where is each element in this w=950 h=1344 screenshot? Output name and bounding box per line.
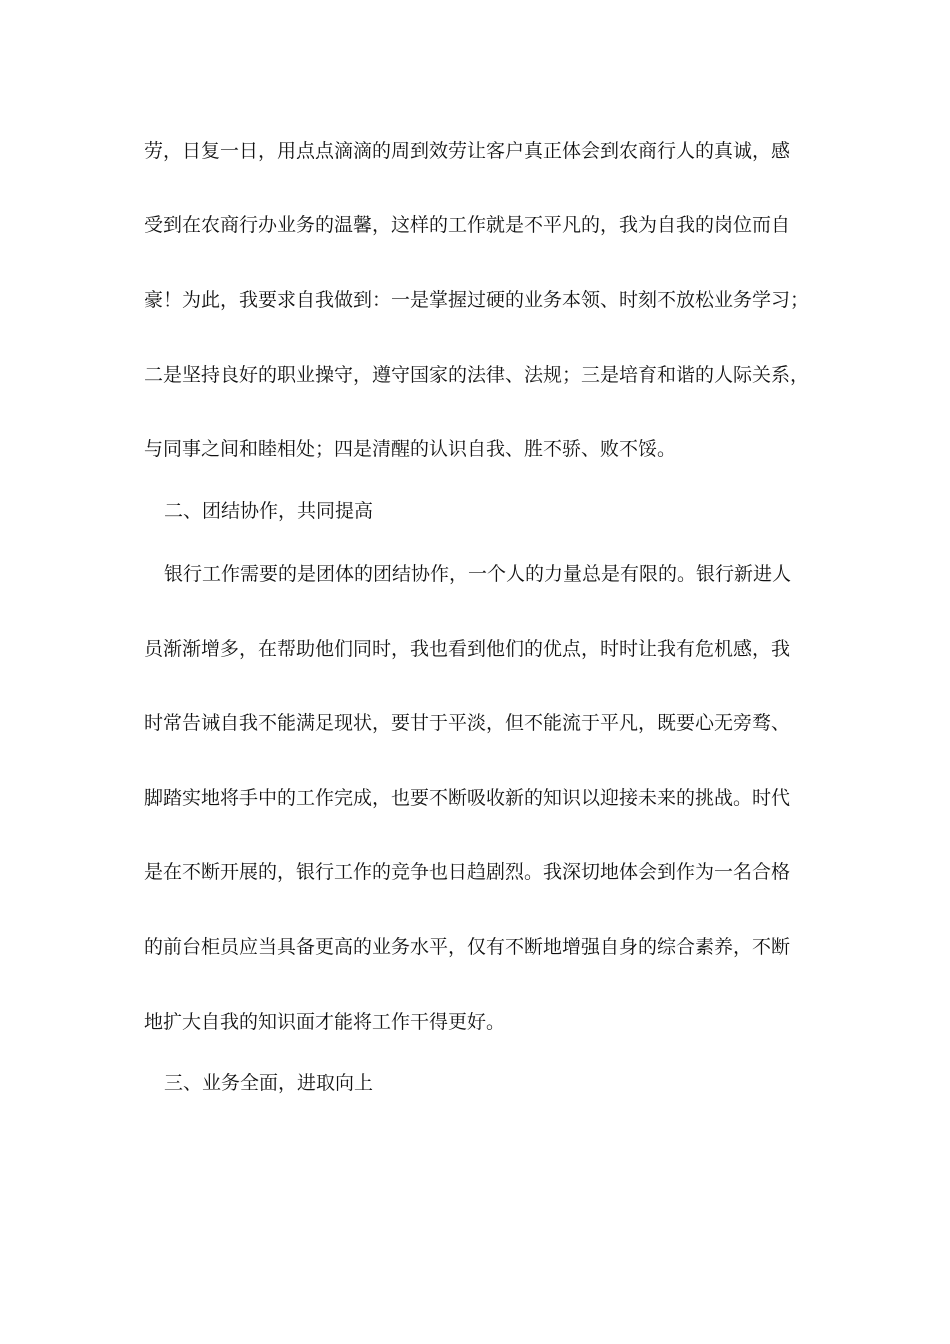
text-line: 劳，日复一日，用点点滴滴的周到效劳让客户真正体会到农商行人的真诚，感 <box>144 140 791 162</box>
section-heading: 二、团结协作，共同提高 <box>164 500 374 522</box>
section-heading: 三、业务全面，进取向上 <box>164 1072 374 1094</box>
text-line: 地扩大自我的知识面才能将工作干得更好。 <box>144 1011 506 1033</box>
text-line: 脚踏实地将手中的工作完成，也要不断吸收新的知识以迎接未来的挑战。时代 <box>144 787 791 809</box>
text-line: 豪！为此，我要求自我做到：一是掌握过硬的业务本领、时刻不放松业务学习； <box>144 289 810 311</box>
text-line: 受到在农商行办业务的温馨，这样的工作就是不平凡的，我为自我的岗位而自 <box>144 214 791 236</box>
text-line: 与同事之间和睦相处；四是清醒的认识自我、胜不骄、败不馁。 <box>144 438 677 460</box>
text-line: 时常告诫自我不能满足现状，要甘于平淡，但不能流于平凡，既要心无旁骛、 <box>144 712 791 734</box>
text-line: 银行工作需要的是团体的团结协作，一个人的力量总是有限的。银行新进人 <box>164 563 792 585</box>
text-line: 的前台柜员应当具备更高的业务水平，仅有不断地增强自身的综合素养，不断 <box>144 936 791 958</box>
text-line: 员渐渐增多，在帮助他们同时，我也看到他们的优点，时时让我有危机感，我 <box>144 638 791 660</box>
text-line: 二是坚持良好的职业操守，遵守国家的法律、法规；三是培育和谐的人际关系， <box>144 364 810 386</box>
text-line: 是在不断开展的，银行工作的竞争也日趋剧烈。我深切地体会到作为一名合格 <box>144 861 791 883</box>
